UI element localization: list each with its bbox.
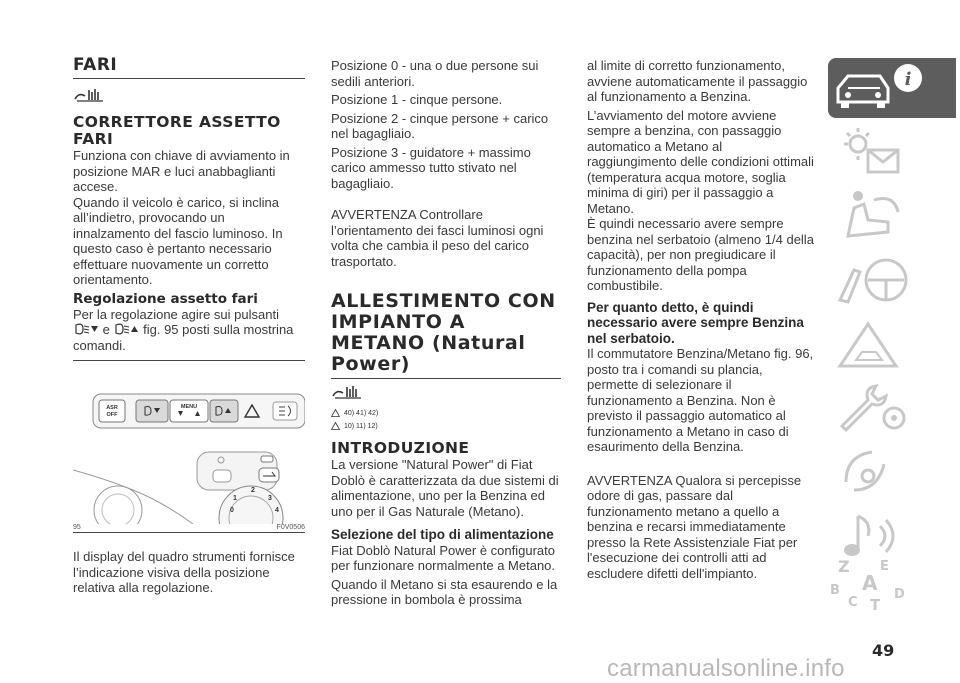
asr-off-button [99,400,125,422]
svg-text:i: i [904,69,912,90]
heading-regolazione: Regolazione assetto fari [73,290,258,307]
para-limite: al limite di corretto funzionamento, avviene automaticamente il passaggio al funzionamento a Benzina. [587,58,808,104]
refs-2: 10) 11) 12) [344,422,378,430]
section-title: FARI [73,55,118,75]
heading-introduzione: INTRODUZIONE [331,439,470,457]
headlight-up-button [210,400,238,422]
figure-caption [73,524,305,531]
heading-per-quanto: Per quanto detto, è quindi necessario avere sempre Benzina nel serbatoio. [587,299,804,346]
lights-warnings-icon [828,122,956,182]
pos-3: Posizione 3 - guidatore + massimo carico ammesso tutto stivato nel bagagliaio. [331,144,531,191]
para-display: Il display del quadro strumenti fornisce l’indicazione visiva della posizione relativa alla regolazione. [73,549,295,595]
column-1 [73,0,305,361]
danger-icon [331,409,340,417]
column-2 [331,0,561,608]
para-intro: La versione "Natural Power" di Fiat Doblò è caratterizzata da due sistemi di alimentazione, uno per la Benzina ed uno per il Gas Naturale (Metano). [331,457,559,519]
index-letter-a: A [862,571,878,595]
fuel-switch-button [259,468,279,482]
tab-maintenance[interactable] [828,378,956,438]
heading-headlight-corrector: CORRETTORE ASSETTO FARI [73,113,281,148]
dial-2: 2 [251,487,255,494]
tab-lights-warnings[interactable] [828,122,956,182]
tab-car-info[interactable] [828,58,956,118]
tab-index[interactable] [828,552,956,612]
warning-gas: AVVERTENZA Qualora si percepisse odore di gas, passare dal funzionamento metano a quello a benzina e recarsi immediatamente presso la Rete Assistenziale Fiat per l'esecuzione dei controlli atti ad escludere difetti dell'impianto. [587,472,802,581]
para-avviamento: L’avviamento del motore avviene sempre a benzina, con passaggio automatico a Metano al raggiungimento delle condizioni ottimali (temperatura acqua motore, soglia minima di giri) per il passaggio a Metano. [587,107,814,216]
headlight-up-icon [113,322,139,336]
regolazione-text-a: Per la regolazione agire sui pulsanti [73,306,279,322]
car-info-icon [828,58,956,118]
maintenance-icon [828,378,956,438]
para-key-position: Funziona con chiave di avviamento in posizione MAR e luci anabbaglianti accese. [73,148,290,194]
regolazione-text-c: comandi. [73,337,126,353]
index-letter-e: E [880,559,889,574]
dial-0: 0 [230,507,234,514]
headlight-down-button [136,400,168,422]
dashboard-controls-illustration [73,380,305,524]
refs-1: 40) 41) 42) [344,409,379,417]
col1-bottom [73,532,305,596]
figure-top-rule [73,360,305,361]
regolazione-and: e [102,322,110,337]
key-steering-icon [828,250,956,310]
tab-technical-data[interactable] [828,442,956,502]
dial-3: 3 [268,495,272,502]
tab-emergency[interactable] [828,314,956,374]
dial-1: 1 [233,495,237,502]
heading-selezione: Selezione del tipo di alimentazione [331,527,554,542]
index-letter-b: B [830,583,840,598]
figure-number: 95 [73,524,81,531]
heading-natural-power: ALLESTIMENTO CON IMPIANTO A METANO (Natural Power) [331,290,556,375]
figure-95 [73,380,305,524]
para-commutatore: Il commutatore Benzina/Metano fig. 96, posto tra i comandi su plancia, permette di selezionare il funzionamento a Benzina. Non è previsto il passaggio automatico al funzionamento a Metano in caso di esaurimento della Benzina. [587,346,814,454]
para-benzina: È quindi necessario avere sempre benzina nel serbatoio (almeno 1/4 della capacità), per non pregiudicare il funzionamento della pompa combustibile. [587,216,814,293]
pos-2: Posizione 2 - cinque persone + carico nel bagagliaio. [331,110,549,141]
watermark: carmanualsonline.info [607,655,845,682]
para-selezione: Fiat Doblò Natural Power è configurato per funzionare normalmente a Metano. [331,542,556,573]
pos-1: Posizione 1 - cinque persone. [331,92,503,107]
figure-code: F0V0506 [276,524,305,531]
refs-row-2 [331,422,561,430]
warning-reference-icon [73,87,107,105]
index-letter-z: Z [838,557,850,576]
alphabet-index-icon [828,552,956,612]
warning-reference-icon-2 [331,384,365,402]
warning-orientation: AVVERTENZA Controllare l’orientamento dei fasci luminosi ogni volta che cambia il peso del carico trasportato. [331,207,544,269]
index-letter-d: D [894,587,905,602]
refs-row-1 [331,409,561,417]
para-quando: Quando il Metano si sta esaurendo e la pressione in bombola è prossima [331,576,558,607]
para-regolazione [73,307,305,354]
menu-label: MENU [180,404,198,410]
tab-starting-driving[interactable] [828,250,956,310]
regolazione-text-b: fig. 95 posti sulla mostrina [143,322,294,337]
figure-bottom-rule [73,532,305,533]
tab-safety[interactable] [828,186,956,246]
emergency-icon [828,314,956,374]
caution-icon [331,422,340,430]
seat-airbag-icon [828,186,956,246]
index-letter-c: C [848,595,858,610]
technical-data-icon [828,442,956,502]
pos-0: Posizione 0 - una o due persone sui sedili anteriori. [331,58,539,89]
dial-4: 4 [275,507,279,514]
column-3 [587,0,815,581]
off-label: OFF [106,412,118,418]
headlight-down-icon [73,322,99,336]
asr-label: ASR [106,405,118,411]
index-letter-t: T [870,596,881,612]
page-number: 49 [872,641,895,660]
para-vehicle-load: Quando il veicolo è carico, si inclina all’indietro, provocando un innalzamento del fascio luminoso. In questo caso è pertanto necessario effettuare nuovamente un corretto orientamento. [73,194,283,287]
